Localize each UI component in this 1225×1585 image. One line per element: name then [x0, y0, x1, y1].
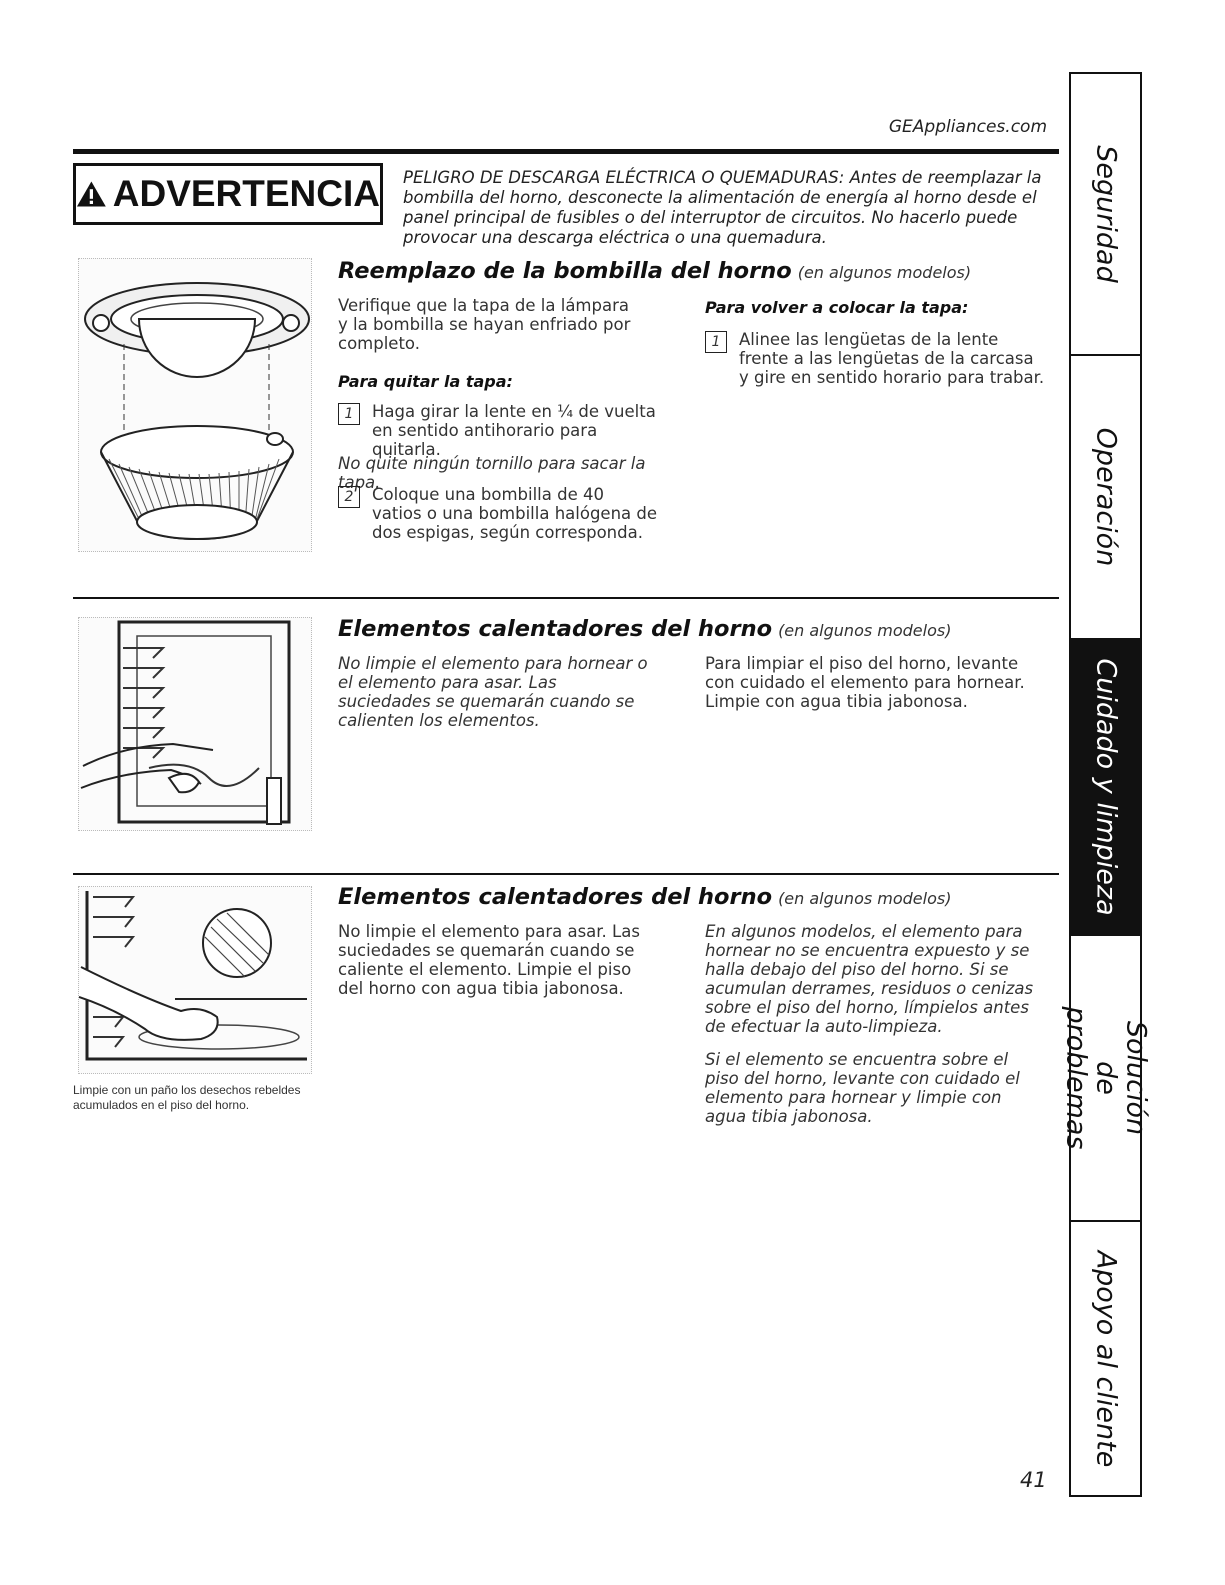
header-rule	[73, 149, 1059, 154]
wipe-oven-floor-image	[79, 887, 311, 1073]
tab-label: Solución de problemas	[1060, 1006, 1152, 1150]
section-divider	[73, 597, 1059, 599]
section3-right-text-2: Si el elemento se encuentra sobre el piso del horno, levante con cuidado el elemento para hornear y limpie con agua tibia jabonosa.	[705, 1050, 1020, 1126]
step-text: Coloque una bombilla de 40 vatios o una bombilla halógena de dos espigas, según corresponda.	[372, 485, 658, 542]
site-url: GEAppliances.com	[888, 117, 1047, 137]
section3-right-text-1: En algunos modelos, el elemento para hornear no se encuentra expuesto y se halla debajo del piso del horno. Si se acumulan derrames, residuos o cenizas sobre el piso del horno, límpielos antes de efectuar la auto-limpieza.	[705, 922, 1034, 1036]
step-text: Alinee las lengüetas de la lente frente a las lengüetas de la carcasa y gire en sentido horario para trabar.	[739, 330, 1045, 387]
bake-element-image	[79, 618, 311, 830]
section2-subtitle: (en algunos modelos)	[778, 621, 952, 640]
oven-floor-illustration	[78, 886, 312, 1074]
tab-label: Apoyo al cliente	[1090, 1250, 1122, 1467]
warning-label: ADVERTENCIA	[112, 173, 380, 214]
tab-solucion-de-problemas[interactable]	[1060, 936, 1152, 1222]
replace-heading: Para volver a colocar la tapa:	[705, 298, 969, 317]
section3-left-text: No limpie el elemento para asar. Las suciedades se quemarán cuando se caliente el elemento. Limpie el piso del horno con agua tibia jabonosa.	[338, 922, 640, 998]
tab-label: Cuidado y limpieza	[1090, 658, 1122, 916]
warning-icon	[76, 179, 107, 209]
warning-badge	[73, 163, 383, 225]
step-number: 2	[338, 486, 360, 508]
section1-title: Reemplazo de la bombilla del horno	[338, 258, 792, 284]
step-text: Haga girar la lente en ¼ de vuelta en sentido antihorario para quitarla.	[372, 402, 656, 459]
tab-label: Seguridad	[1090, 145, 1122, 283]
section-divider	[73, 873, 1059, 875]
section2-left-text: No limpie el elemento para hornear o el elemento para asar. Las suciedades se quemarán cuando se calienten los elementos.	[338, 654, 648, 730]
tab-label: Operación	[1090, 427, 1122, 567]
tab-seguridad[interactable]	[1071, 74, 1140, 356]
remove-step-2	[338, 485, 658, 542]
lamp-illustration	[78, 258, 312, 552]
section1-note: No quite ningún tornillo para sacar la tapa.	[338, 454, 646, 492]
warning-text: PELIGRO DE DESCARGA ELÉCTRICA O QUEMADURAS: Antes de reemplazar la bombilla del horno, desconecte la alimentación de energía al horno desde el panel principal de fusibles o del interruptor de circuitos. No hacerlo puede provocar una descarga eléctrica o una quemadura.	[403, 168, 1042, 247]
oven-interior-illustration	[78, 617, 312, 831]
page-number: 41	[1020, 1468, 1047, 1492]
oven-lamp-image	[79, 259, 311, 551]
section2-heading	[338, 616, 951, 642]
section3-heading	[338, 884, 951, 910]
section1-intro: Verifique que la tapa de la lámpara y la bombilla se hayan enfriado por completo.	[338, 296, 631, 353]
section2-title: Elementos calentadores del horno	[338, 616, 773, 642]
section-tabs	[1060, 72, 1152, 1497]
step-number: 1	[338, 403, 360, 425]
tab-cuidado-y-limpieza[interactable]	[1071, 640, 1140, 936]
section1-subtitle: (en algunos modelos)	[797, 263, 972, 282]
tab-operacion[interactable]	[1071, 356, 1140, 640]
section2-right-text: Para limpiar el piso del horno, levante con cuidado el elemento para hornear. Limpie con agua tibia jabonosa.	[705, 654, 1025, 711]
section3-subtitle: (en algunos modelos)	[778, 889, 952, 908]
remove-step-1	[338, 402, 668, 459]
section1-heading	[338, 258, 971, 284]
tab-apoyo-al-cliente[interactable]	[1071, 1222, 1140, 1495]
remove-heading: Para quitar la tapa:	[338, 372, 513, 391]
figure-caption: Limpie con un paño los desechos rebeldes acumulados en el piso del horno.	[73, 1083, 301, 1112]
step-number: 1	[705, 331, 727, 353]
section3-title: Elementos calentadores del horno	[338, 884, 773, 910]
replace-step-1	[705, 330, 1045, 387]
